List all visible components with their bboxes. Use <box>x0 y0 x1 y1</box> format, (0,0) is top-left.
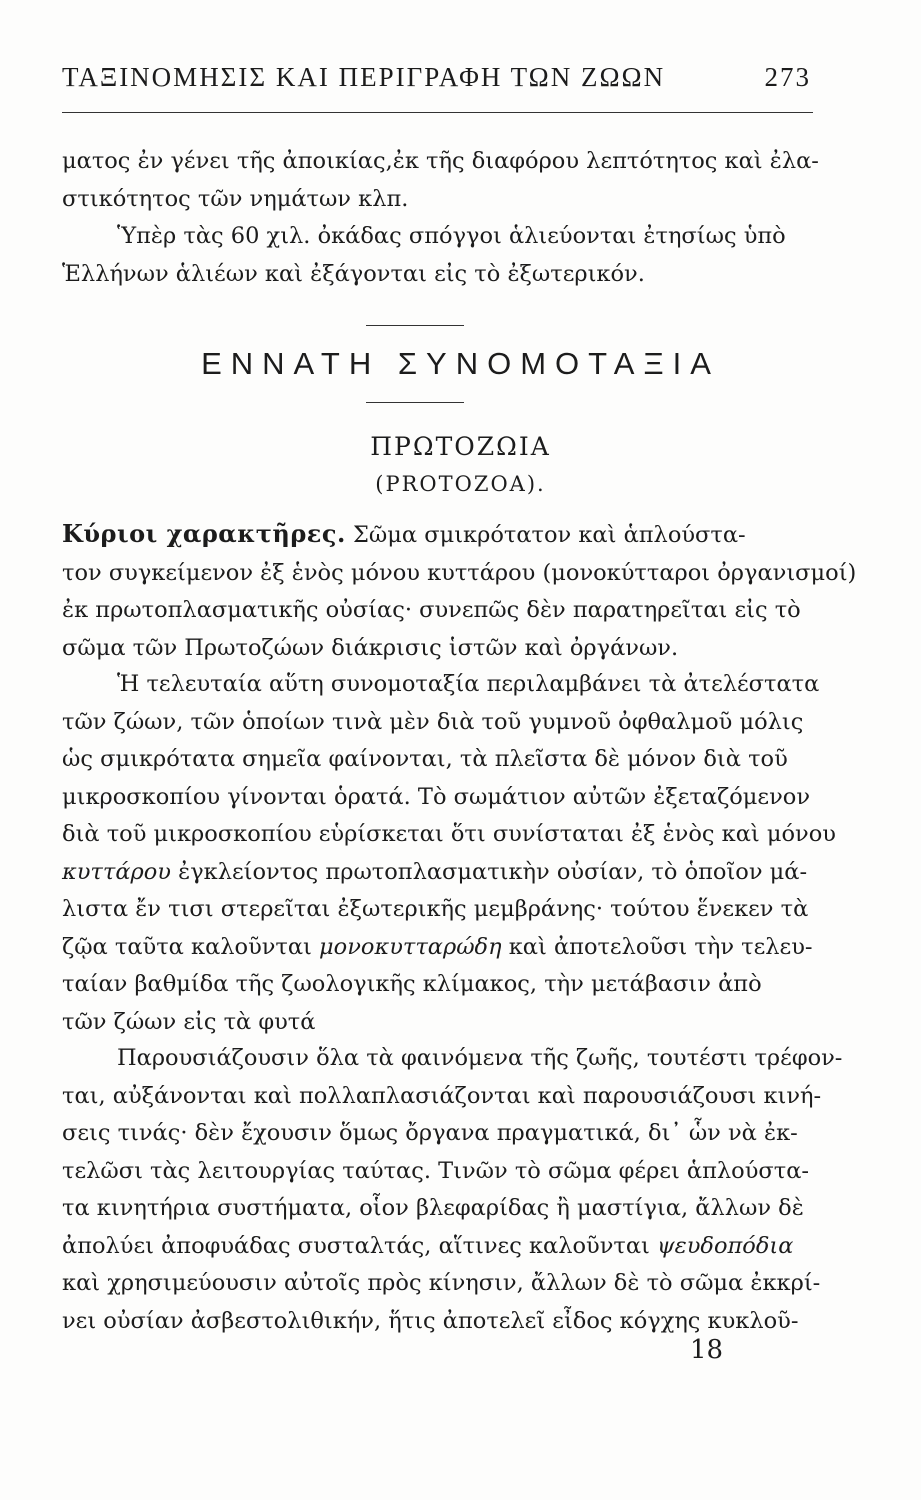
text-line: Παρουσιάζουσιν ὅλα τὰ φαινόμενα τῆς ζωῆς, τουτέστι τρέφον- <box>117 1045 843 1071</box>
text-line: Ἑλλήνων ἁλιέων καὶ ἐξάγονται εἰς τὸ ἐξωτερικόν. <box>62 260 645 287</box>
text-fragment: καὶ ἀποτελοῦσι τὴν τελευ- <box>501 933 813 960</box>
lead-heading: Κύριοι χαρακτῆρες. <box>62 519 346 548</box>
text-line: νει οὐσίαν ἀσβεστολιθικήν, ἥτις ἀποτελεῖ εἶδος κόγχης κυκλοῦ- <box>62 1307 799 1334</box>
text-line: Ἡ τελευταία αὕτη συνομοταξία περιλαμβάνει τὰ ἀτελέστατα <box>117 671 820 697</box>
text-fragment: ἐγκλείοντος πρωτοπλασματικὴν οὐσίαν, τὸ ὁποῖον μά- <box>170 858 808 885</box>
running-title: ΤΑΞΙΝΟΜΗΣΙΣ ΚΑΙ ΠΕΡΙΓΡΑΦΗ ΤΩΝ ΖΩΩΝ <box>62 62 666 92</box>
phylum-title: ΠΡΩΤΟΖΩΙΑ <box>370 432 551 461</box>
text-line: τῶν ζώων, τῶν ὁποίων τινὰ μὲν διὰ τοῦ γυμνοῦ ὀφθαλμοῦ μόλις <box>62 708 804 735</box>
description-paragraph <box>62 666 836 1041</box>
intro-paragraph <box>62 143 819 293</box>
main-characters-paragraph <box>62 515 857 667</box>
text-line: ματος ἐν γένει τῆς ἀποικίας,ἐκ τῆς διαφόρου λεπτότητος καὶ ἐλα- <box>62 148 819 174</box>
text-line <box>62 854 808 892</box>
text-line: σῶμα τῶν Πρωτοζώων διάκρισις ἱστῶν καὶ ὀργάνων. <box>62 634 679 661</box>
text-line: ται, αὐξάνονται καὶ πολλαπλασιάζονται καὶ παρουσιάζουσι κινή- <box>62 1082 822 1109</box>
italic-term: μονοκυτταρώδη <box>319 933 502 960</box>
text-line: τον συγκείμενον ἐξ ἑνὸς μόνου κυττάρου (μονοκύτταροι ὀργανισμοί) <box>62 559 857 586</box>
text-line: διὰ τοῦ μικροσκοπίου εὑρίσκεται ὅτι συνίσταται ἐξ ἑνὸς καὶ μόνου <box>62 821 836 847</box>
italic-term: κυττάρου <box>62 858 171 885</box>
text-line: τελῶσι τὰς λειτουργίας ταύτας. Τινῶν τὸ σῶμα φέρει ἁπλούστα- <box>62 1157 810 1184</box>
text-line: στικότητος τῶν νημάτων κλπ. <box>62 185 409 212</box>
divider-bottom <box>366 402 464 403</box>
page-number: 273 <box>764 62 811 92</box>
text-line: ὡς σμικρότατα σημεῖα φαίνονται, τὰ πλεῖστα δὲ μόνον διὰ τοῦ <box>62 746 788 772</box>
divider-top <box>366 325 464 326</box>
text-fragment: ἀπολύει ἀποφυάδας συσταλτάς, αἵτινες καλοῦνται <box>62 1232 657 1259</box>
phylum-latin-name: (PROTOZOA). <box>375 472 546 496</box>
text-line: τῶν ζώων εἰς τὰ φυτά <box>62 1008 316 1035</box>
text-fragment: Σῶμα σμικρότατον καὶ ἁπλούστα- <box>345 522 746 548</box>
text-line: μικροσκοπίου γίνονται ὁρατά. Τὸ σωμάτιον αὐτῶν ἐξεταζόμενον <box>62 783 810 810</box>
text-line: λιστα ἔν τισι στερεῖται ἐξωτερικῆς μεμβράνης· τούτου ἕνεκεν τὰ <box>62 896 809 922</box>
running-head <box>62 62 811 93</box>
signature-mark: 18 <box>690 1335 724 1365</box>
text-line: Ὑπὲρ τὰς 60 χιλ. ὀκάδας σπόγγοι ἁλιεύονται ἐτησίως ὑπὸ <box>117 223 786 249</box>
text-fragment: ζῷα ταῦτα καλοῦνται <box>62 933 320 960</box>
text-line: τα κινητήρια συστήματα, οἷον βλεφαρίδας ἢ μαστίγια, ἄλλων δὲ <box>62 1195 804 1221</box>
header-rule <box>62 112 813 113</box>
text-line <box>62 1228 802 1266</box>
text-line <box>62 929 813 967</box>
life-phenomena-paragraph <box>62 1040 843 1340</box>
text-line: ἐκ πρωτοπλασματικῆς οὐσίας· συνεπῶς δὲν παρατηρεῖται εἰς τὸ <box>62 597 801 623</box>
text-line: σεις τινάς· δὲν ἔχουσιν ὅμως ὄργανα πραγματικά, δι᾽ ὧν νὰ ἐκ- <box>62 1120 798 1146</box>
text-line <box>62 515 802 555</box>
text-line: ταίαν βαθμίδα τῆς ζωολογικῆς κλίμακος, τὴν μετάβασιν ἀπὸ <box>62 971 762 997</box>
text-line: καὶ χρησιμεύουσιν αὐτοῖς πρὸς κίνησιν, ἄλλων δὲ τὸ σῶμα ἐκκρί- <box>62 1270 821 1296</box>
section-title: ΕΝΝΑΤΗ ΣΥΝΟΜΟΤΑΞΙΑ <box>201 346 720 381</box>
italic-term: ψευδοπόδια <box>657 1232 794 1259</box>
